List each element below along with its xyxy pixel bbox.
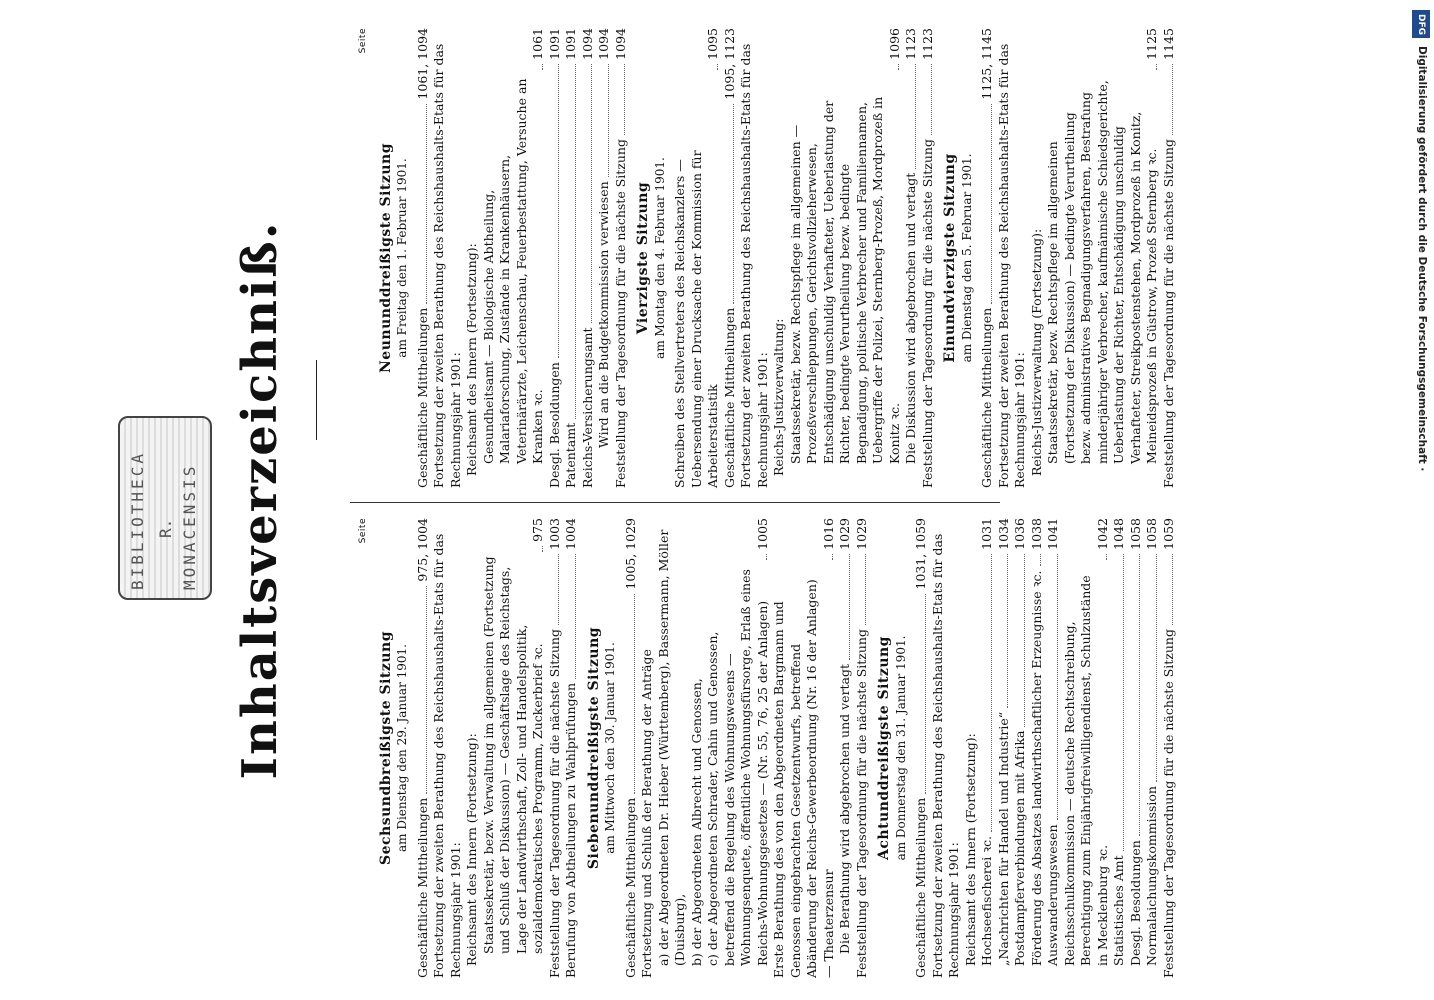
leader-dots [542,546,543,552]
toc-entry [415,28,432,488]
page-number: 1094 [596,28,611,60]
toc-entry [613,28,630,488]
toc-entry [431,28,464,488]
toc-entry [788,28,904,488]
entry-text: Reichs-Versicherungsamt [579,327,595,488]
page-number: 1031 [979,518,994,550]
toc-entry [1062,518,1112,978]
leader-dots [849,554,850,660]
toc-entry [1144,518,1161,978]
leader-dots [898,64,899,70]
page-number: 1061, 1094 [414,28,430,100]
entry-text: Desgl. Besoldungen [546,362,562,488]
entry-text: Geschäftliche Mittheilungen [979,307,994,488]
page-number: 1016 [820,518,836,550]
page-number: 1094 [612,28,628,60]
toc-entry [563,518,580,978]
toc-entry [1029,28,1046,488]
entry-text: Reichsamt des Innern (Fortsetzung): [962,733,978,966]
toc-entry [481,28,547,488]
page-number: 1123 [919,28,935,60]
page-number: 975 [530,518,545,542]
entry-text: Patentamt [563,422,578,488]
session-title: Einundvierzigste Sitzung [942,153,958,363]
session-section [378,518,580,978]
page-number: 975, 1004 [414,518,430,582]
entry-text: Normalaichungskommission [1144,786,1159,966]
entry-text: Förderung des Absatzes landwirthschaftlicher Erzeugnisse ꝛc. [1028,570,1044,966]
page-number: 1123 [903,28,918,60]
leader-dots [426,104,427,304]
toc-entry [738,28,771,488]
seite-label: Seite [358,518,368,544]
entry-text: c) der Abgeordneten Schrader, Cahin und Genossen, betreffend die Regelung des Wohnungswesens — Wohnungsenquete, öffentliche Wohnungsfürsorge, Erlaß eines Reichs-Wohnungsgesetzes — (Nr. 55, 76, 25 der Anlagen) [705,569,770,966]
session-date: am Freitag den 1. Februar 1901. [395,158,409,358]
session-section [635,28,936,488]
entry-text: Staatssekretär, bezw. Rechtspflege im allgemeinen — Prozeßverschleppungen, Gerichtsvollzieherwesen, Entschädigung unschuldig Verhafteter, Ueberlastung der Richter, bedingte Verurtheilung bezw. bedingte Begnadigung, politische Verbrecher und Familiennamen, Uebergriffe der Polizei, Sternberg-Prozeß, Mordprozeß in Konitz ꝛc. [787,96,902,464]
leader-dots [558,554,559,625]
session-date: am Mittwoch den 30. Januar 1901. [603,642,617,854]
entry-text: Berufung von Abtheilungen zu Wahlprüfungen [563,682,578,978]
entry-text: Reichsamt des Innern (Fortsetzung): [464,733,479,966]
leader-dots [591,64,592,324]
entry-text: Feststellung der Tagesordnung für die nächste Sitzung [612,139,628,488]
toc-entry [996,28,1029,488]
session-date: am Dienstag den 5. Februar 1901. [959,153,974,363]
toc-entry [1128,518,1145,978]
page-number: 1095, 1123 [721,28,737,100]
toc-entry [547,518,564,978]
page-number: 1091 [563,28,578,60]
entry-text: Feststellung der Tagesordnung für die nächste Sitzung [919,139,935,488]
entry-text: Gesundheitsamt — Biologische Abtheilung, Malariaforschung, Zustände in Krankenhäusern, Veterinärärzte, Leichenschau, Feuerbestattung, Versuche an Kranken ꝛc. [480,78,545,464]
session-title: Siebenunddreißigste Sitzung [585,626,602,870]
toc-entry [837,518,854,978]
toc-entry [639,518,656,978]
entry-text: Staatssekretär, bezw. Verwaltung im allgemeinen (Fortsetzung und Schluß der Diskussion) — Geschäftslage des Reichstags, Lage der Landwirthschaft, Zoll- und Handelspolitik, sozialdemokratisches Programm, Zuckerbrief ꝛc. [480,556,545,954]
seite-label: Seite [358,28,368,54]
page-number: 1048 [1111,518,1126,550]
session-title: Achtunddreißigste Sitzung [876,636,892,860]
leader-dots [915,64,916,169]
dfg-credit-text: Digitalisierung gefördert durch die Deutsche Forschungsgemeinschaft · [1416,46,1428,472]
leader-dots [766,554,767,560]
page-number: 1091 [546,28,562,60]
dfg-sidebar [1410,10,1434,472]
toc-entry [996,518,1013,978]
toc-entry [1045,28,1161,488]
toc-entry [415,518,432,978]
stamp-line-3: MONACENSIS [180,463,199,590]
entry-text: Fortsetzung und Schluß der Berathung der Anträge [639,649,654,978]
toc-entry [1045,518,1062,978]
session-title: Vierzigste Sitzung [635,181,651,335]
page-title: Inhaltsverzeichniß. [232,220,288,780]
toc-entry [963,518,980,978]
right-column [355,28,1177,488]
page-number: 1038 [1028,518,1044,550]
page-number: 1029 [837,518,852,550]
column-divider [350,502,1000,503]
entry-text: Die Berathung wird abgebrochen und vertagt [837,663,852,954]
leader-dots [733,104,734,304]
toc-entry [464,518,481,978]
page-number: 1003 [546,518,562,550]
session-date: am Montag den 4. Februar 1901. [652,157,667,359]
entry-text: Auswanderungswesen [1045,824,1060,966]
session-section [942,28,1177,488]
entry-text: Die Diskussion wird abgebrochen und vertagt [903,172,918,464]
toc-entry [689,518,706,978]
page-number: 1005 [754,518,770,550]
page-number: 1005, 1029 [622,518,638,590]
toc-entry [580,28,597,488]
page-number: 1125 [1144,28,1159,60]
library-stamp [118,416,212,600]
entry-text: Geschäftliche Mittheilungen [414,307,430,488]
entry-text: b) der Abgeordneten Albrecht und Genossen, [688,678,704,966]
toc-entry [771,28,788,488]
toc-entry [722,28,739,488]
entry-text: Wird an die Budgetkommission verwiesen [596,181,611,448]
entry-text: Geschäftliche Mittheilungen [414,797,430,978]
leader-dots [634,594,635,794]
session-section [586,518,871,978]
toc-entry [563,28,580,488]
leader-dots [542,64,543,70]
dfg-credit [1410,46,1432,472]
page-number: 1145 [1160,28,1176,60]
entry-text: Feststellung der Tagesordnung für die nächste Sitzung [1160,629,1176,978]
toc-entry [481,518,547,978]
session-section [378,28,630,488]
leader-dots [608,64,609,178]
leader-dots [575,554,576,679]
leader-dots [931,64,932,135]
leader-dots [426,586,427,794]
entry-text: Reichsamt des Innern (Fortsetzung): [464,243,479,476]
left-column [355,518,1177,978]
stamp-line-1: BIBLIOTHECA [128,451,147,590]
session-date: am Donnerstag den 31. Januar 1901. [893,635,908,861]
page-number: 1042 [1094,518,1110,550]
entry-text: Fortsetzung der zweiten Berathung des Reichshaushalts-Etats für das Rechnungsjahr 1901: [431,533,463,978]
leader-dots [624,64,625,135]
page-number: 1059 [1160,518,1176,550]
entry-text: Feststellung der Tagesordnung für die nächste Sitzung [853,629,869,978]
toc-entry [1029,518,1046,978]
entry-text: Geschäftliche Mittheilungen [622,797,638,978]
entry-text: a) der Abgeordneten Dr. Hieber (Württemberg), Bassermann, Möller (Duisburg), [655,529,687,966]
entry-text: Fortsetzung der zweiten Berathung des Reichshaushalts-Etats für das Rechnungsjahr 1901: [929,533,961,978]
page-number: 1029 [853,518,869,550]
toc-entry [771,518,837,978]
leader-dots [1139,554,1140,836]
toc-entry [431,518,464,978]
toc-entry [920,28,937,488]
session-section [876,518,1177,978]
entry-text: Fortsetzung der zweiten Berathung des Reichshaushalts-Etats für das Rechnungsjahr 1901: [738,43,770,488]
entry-text: Geschäftliche Mittheilungen [721,307,737,488]
dfg-logo [1412,10,1430,38]
leader-dots [1156,64,1157,70]
toc-entry [1161,518,1178,978]
stamp-line-2: R. [156,518,175,538]
entry-text: Feststellung der Tagesordnung für die nächste Sitzung [1160,139,1176,488]
page-number: 1034 [995,518,1011,550]
session-date: am Dienstag den 29. Januar 1901. [395,644,409,852]
entry-text: Erste Berathung des von den Abgeordneten Bargmann und Genossen eingebrachten Gesetzentwurfs, betreffend Abänderung der Reichs-Gewerbeordnung (Nr. 16 der Anlagen) — Theaterzensur [771,579,836,978]
leader-dots [717,64,718,70]
leader-dots [1024,554,1025,727]
leader-dots [558,64,559,358]
entry-text: Postdampferverbindungen mit Afrika [1012,730,1027,966]
session-title: Sechsundbreißigste Sitzung [377,631,394,866]
entry-text: Schreiben des Stellvertreters des Reichskanzlers — Uebersendung einer Drucksache der Kommission für Arbeiterstatistik [672,150,720,488]
page-number: 1096 [886,28,902,60]
leader-dots [1172,64,1173,135]
title-underline [316,360,317,440]
entry-text: Feststellung der Tagesordnung für die nächste Sitzung [546,629,562,978]
leader-dots [991,554,992,832]
entry-text: Reichs-Justizverwaltung (Fortsetzung): [1028,228,1044,476]
leader-dots [991,104,992,304]
entry-text: Geschäftliche Mittheilungen [913,797,928,978]
entry-text: Fortsetzung der zweiten Berathung des Reichshaushalts-Etats für das Rechnungsjahr 1901: [431,43,463,488]
page-number: 1058 [1144,518,1159,550]
toc-entry [930,518,963,978]
toc-entry [854,518,871,978]
leader-dots [925,594,926,794]
leader-dots [1007,554,1008,708]
page-number: 1095 [705,28,720,60]
dfg-logo-text: DFG [1416,14,1426,36]
leader-dots [865,554,866,625]
toc-entry [596,28,613,488]
page-number: 1094 [579,28,595,60]
toc-entry [623,518,640,978]
toc-entry [979,518,996,978]
session-title: Neununddreißigste Sitzung [377,143,394,373]
leader-dots [1172,554,1173,625]
toc-entry [656,518,689,978]
leader-dots [1106,554,1107,560]
entry-text: „Nachrichten für Handel und Industrie“ [995,711,1011,966]
toc-entry [903,28,920,488]
page-number: 1036 [1012,518,1027,550]
toc-entry [705,518,771,978]
leader-dots [1057,554,1058,821]
toc-entry [547,28,564,488]
toc-entry [464,28,481,488]
leader-dots [1156,554,1157,782]
leader-dots [1123,554,1124,852]
entry-text: Reichs-Justizverwaltung: [771,318,786,476]
leader-dots [1040,554,1041,567]
page-number: 1041 [1045,518,1060,550]
entry-text: Staatssekretär, bezw. Rechtspflege im allgemeinen (Fortsetzung der Diskussion) — bedingte Verurtheilung bezw. administratives Begnadigungsverfahren, Bestrafung minderjähriger Verbrecher, kaufmännische Schiedsgerichte, Ueberlastung der Richter, Entschädigung unschuldig Verhafteter, Streikpostenstehen, Mordprozeß in Konitz, Meineidsprozeß in Güstrow, Prozeß Sternberg ꝛc. [1045,80,1159,464]
page-number: 1125, 1145 [979,28,994,100]
page-number: 1031, 1059 [913,518,928,590]
toc-entry [1161,28,1178,488]
leader-dots [832,554,833,560]
leader-dots [575,64,576,419]
entry-text: Reichsschulkommission — deutsche Rechtschreibung, Berechtigung zum Einjährigfreiwilligendienst, Schulzustände in Mecklenburg ꝛc. [1061,575,1110,966]
page-number: 1061 [530,28,545,60]
toc-entry [1111,518,1128,978]
toc-entry [1012,518,1029,978]
toc-entry [979,28,996,488]
page-number: 1058 [1127,518,1143,550]
page-number: 1004 [563,518,578,550]
entry-text: Desgl. Besoldungen [1127,840,1143,966]
entry-text: Hochseefischerei ꝛc. [979,835,994,966]
entry-text: Statistisches Amt [1111,855,1126,966]
entry-text: Fortsetzung der zweiten Berathung des Reichshaushalts-Etats für das Rechnungsjahr 1901: [995,43,1027,488]
toc-entry [913,518,930,978]
toc-entry [672,28,722,488]
